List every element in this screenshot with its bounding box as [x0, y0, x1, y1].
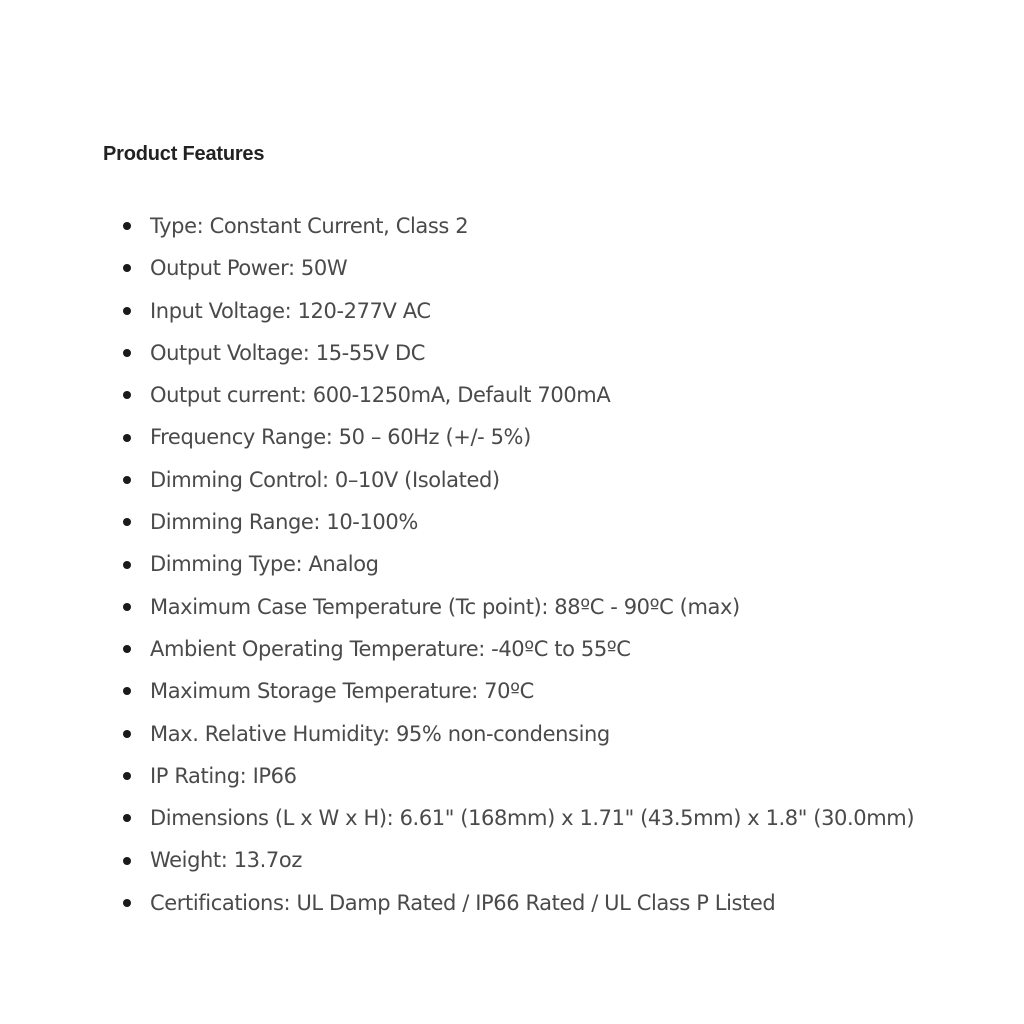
feature-item [0, 459, 914, 501]
bullet-icon [123, 307, 131, 315]
feature-item [0, 797, 914, 839]
bullet-icon [123, 687, 131, 695]
bullet-icon [123, 518, 131, 526]
feature-text: Certifications: UL Damp Rated / IP66 Rated / UL Class P Listed [150, 890, 776, 915]
feature-item [0, 755, 914, 797]
feature-text: Output current: 600-1250mA, Default 700mA [150, 383, 611, 408]
feature-item [0, 586, 914, 628]
feature-text: Maximum Storage Temperature: 70ºC [150, 679, 534, 704]
feature-text: Type: Constant Current, Class 2 [150, 214, 469, 238]
feature-item [0, 628, 914, 670]
feature-text: Input Voltage: 120-277V AC [150, 298, 431, 323]
feature-text: Dimming Control: 0–10V (Isolated) [150, 467, 500, 492]
bullet-icon [123, 349, 131, 357]
feature-text: Dimensions (L x W x H): 6.61" (168mm) x 1.71" (43.5mm) x 1.8" (30.0mm) [150, 806, 915, 831]
bullet-icon [123, 857, 131, 865]
bullet-icon [123, 222, 131, 230]
feature-item [0, 839, 914, 881]
feature-text: Maximum Case Temperature (Tc point): 88ºC - 90ºC (max) [150, 594, 740, 619]
bullet-icon [123, 899, 131, 907]
bullet-icon [123, 772, 131, 780]
bullet-icon [123, 561, 131, 569]
feature-item [0, 713, 914, 755]
feature-text: Frequency Range: 50 – 60Hz (+/- 5%) [150, 425, 531, 450]
feature-text: Max. Relative Humidity: 95% non-condensing [150, 721, 610, 746]
feature-text: IP Rating: IP66 [150, 763, 297, 788]
feature-text: Output Power: 50W [150, 256, 348, 281]
feature-item [0, 501, 914, 543]
feature-text: Dimming Type: Analog [150, 552, 379, 577]
bullet-icon [123, 814, 131, 822]
feature-text: Dimming Range: 10-100% [150, 510, 418, 535]
feature-text: Weight: 13.7oz [150, 848, 302, 873]
feature-item [0, 205, 914, 247]
feature-item [0, 374, 914, 416]
feature-item [0, 247, 914, 289]
bullet-icon [123, 476, 131, 484]
feature-item [0, 670, 914, 712]
feature-list [0, 205, 914, 924]
section-heading: Product Features [103, 143, 265, 165]
feature-text: Ambient Operating Temperature: -40ºC to 55ºC [150, 636, 631, 661]
bullet-icon [123, 391, 131, 399]
bullet-icon [123, 730, 131, 738]
feature-item [0, 416, 914, 458]
feature-item [0, 290, 914, 332]
feature-item [0, 332, 914, 374]
feature-text: Output Voltage: 15-55V DC [150, 340, 426, 365]
bullet-icon [123, 264, 131, 272]
bullet-icon [123, 645, 131, 653]
feature-item [0, 882, 914, 924]
feature-item [0, 543, 914, 585]
bullet-icon [123, 603, 131, 611]
bullet-icon [123, 434, 131, 442]
